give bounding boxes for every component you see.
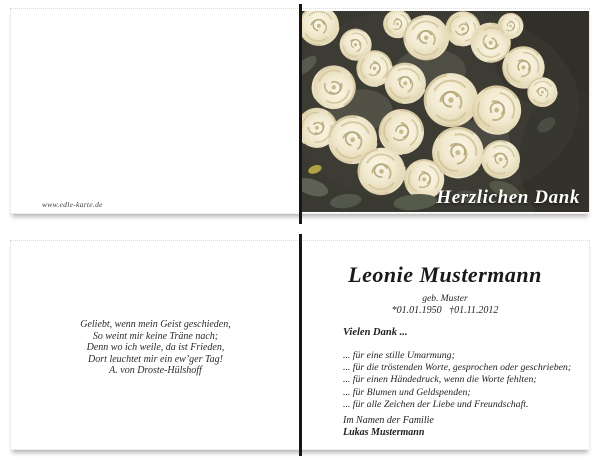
poem-line: Denn wo ich weile, da ist Frieden, bbox=[86, 342, 225, 354]
closing-line: Im Namen der Familie bbox=[343, 415, 434, 426]
thanks-line: ... für die tröstenden Worte, gesprochen oder geschrieben; bbox=[343, 362, 572, 374]
thanks-line: ... für einen Händedruck, wenn die Worte fehlten; bbox=[343, 374, 537, 386]
signature-name: Lukas Mustermann bbox=[343, 427, 425, 438]
poem-block bbox=[11, 319, 300, 377]
poem-author: A. von Droste-Hülshoff bbox=[109, 365, 202, 377]
thanks-line: ... für Blumen und Geldspenden; bbox=[343, 386, 471, 398]
thanks-line: ... für eine stille Umarmung; bbox=[343, 350, 455, 361]
thanks-line: ... für alle Zeichen der Liebe und Freundschaft. bbox=[343, 398, 529, 410]
deceased-name: Leonie Mustermann bbox=[348, 262, 542, 287]
card-front-page bbox=[301, 11, 589, 212]
life-dates: *01.01.1950 †01.11.2012 bbox=[391, 305, 499, 316]
memorial-text-page bbox=[301, 241, 589, 449]
poem-line: Dort leuchtet mir ein ew’ger Tag! bbox=[88, 353, 223, 365]
maiden-name: geb. Muster bbox=[422, 294, 468, 304]
card-headline: Herzlichen Dank bbox=[436, 187, 580, 208]
fold-line-inside bbox=[299, 234, 302, 456]
poem-line: Geliebt, wenn mein Geist geschieden, bbox=[80, 319, 231, 330]
roses-photo-image bbox=[301, 11, 589, 212]
thanks-list bbox=[343, 350, 571, 411]
fold-line-outside bbox=[299, 4, 302, 224]
thanks-heading: Vielen Dank ... bbox=[343, 327, 408, 338]
website-credit-text: www.edle-karte.de bbox=[42, 200, 103, 209]
poem-line: So weint mir keine Träne nach; bbox=[92, 330, 219, 342]
